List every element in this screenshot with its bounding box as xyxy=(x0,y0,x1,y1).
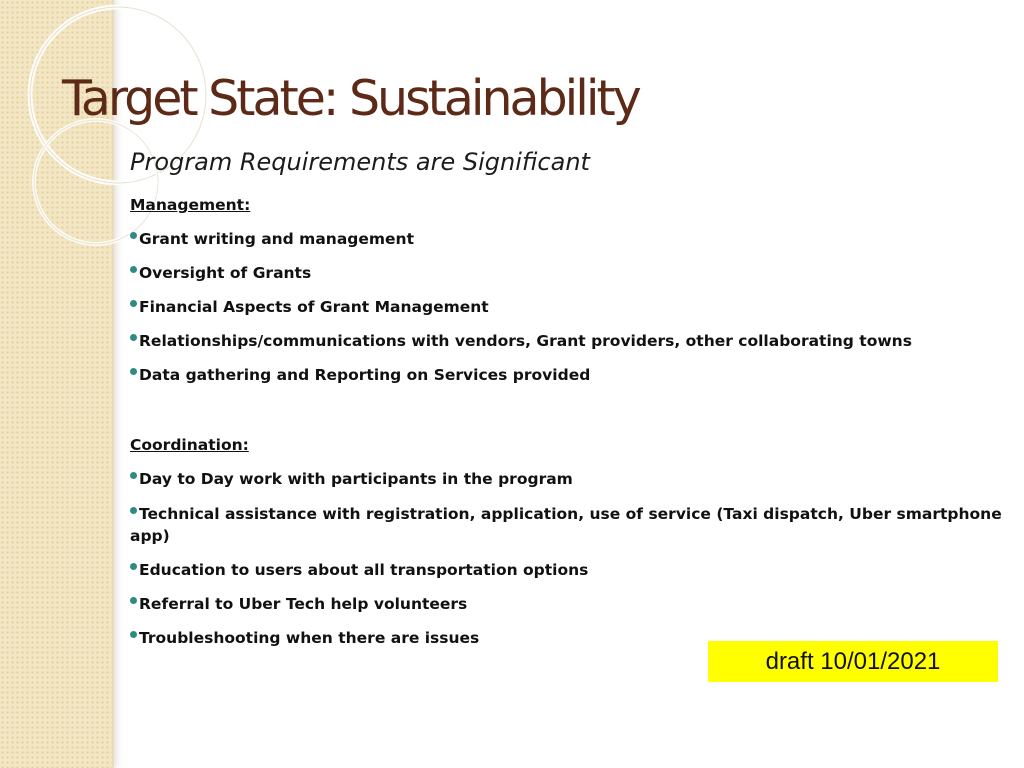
bullet-icon xyxy=(130,597,137,604)
bullet-icon xyxy=(130,300,137,307)
section-heading-coordination: Coordination: xyxy=(130,436,249,454)
bullet-icon xyxy=(130,266,137,273)
list-item: Referral to Uber Tech help volunteers xyxy=(130,593,1010,615)
coordination-section xyxy=(130,434,1010,649)
list-item: Day to Day work with participants in the program xyxy=(130,468,1010,490)
draft-date-label: draft 10/01/2021 xyxy=(708,641,998,682)
management-section xyxy=(130,194,1010,386)
bullet-icon xyxy=(130,631,137,638)
bullet-icon xyxy=(130,232,137,239)
bullet-icon xyxy=(130,563,137,570)
list-item: Education to users about all transportation options xyxy=(130,559,1010,581)
slide-subtitle: Program Requirements are Significant xyxy=(130,148,590,176)
list-item: Relationships/communications with vendors, Grant providers, other collaborating towns xyxy=(130,330,1010,352)
list-item: Data gathering and Reporting on Services provided xyxy=(130,364,1010,386)
bullet-icon xyxy=(130,507,137,514)
list-item: Oversight of Grants xyxy=(130,262,1010,284)
list-item: Financial Aspects of Grant Management xyxy=(130,296,1010,318)
bullet-icon xyxy=(130,368,137,375)
bullet-icon xyxy=(130,334,137,341)
list-item: Grant writing and management xyxy=(130,228,1010,250)
slide-title: Target State: Sustainability xyxy=(62,70,639,127)
section-heading-management: Management: xyxy=(130,196,251,214)
slide-content xyxy=(130,194,1010,649)
bullet-icon xyxy=(130,472,137,479)
list-item: Troubleshooting when there are issues xyxy=(130,627,1010,649)
list-item: Technical assistance with registration, application, use of service (Taxi dispatch, Uber smartphone app) xyxy=(130,505,1002,545)
